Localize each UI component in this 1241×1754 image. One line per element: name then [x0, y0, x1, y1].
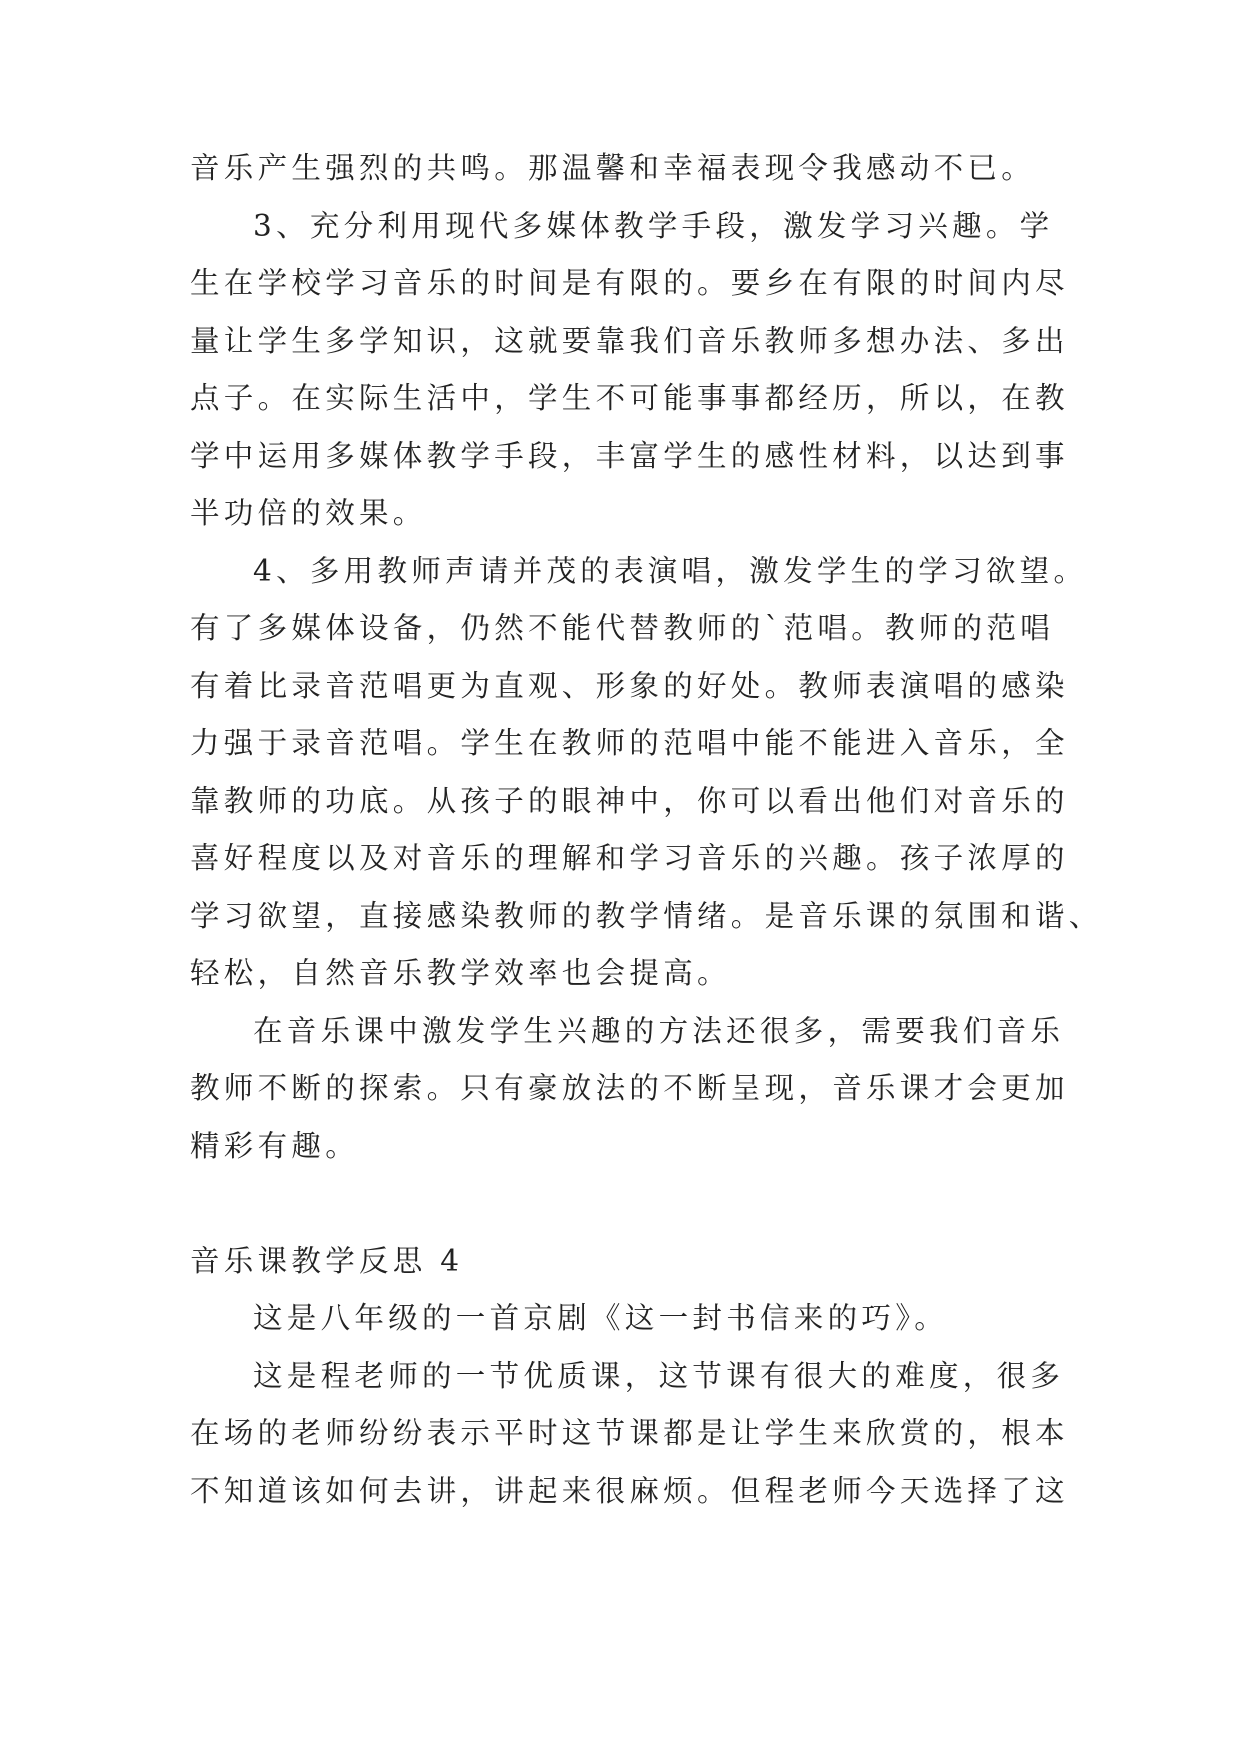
text-line: 有着比录音范唱更为直观、形象的好处。教师表演唱的感染 [190, 669, 1069, 703]
text-line: 精彩有趣。 [190, 1129, 360, 1163]
text-line: 轻松，自然音乐教学效率也会提高。 [190, 956, 731, 990]
text-line: 音乐产生强烈的共鸣。那温馨和幸福表现令我感动不已。 [190, 151, 1036, 185]
text-line: 教师不断的探索。只有豪放法的不断呈现，音乐课才会更加 [190, 1071, 1069, 1105]
paragraph-3-start: 3、充分利用现代多媒体教学手段，激发学习兴趣。学 [253, 209, 1054, 243]
text-line: 点子。在实际生活中，学生不可能事事都经历，所以，在教 [190, 381, 1069, 415]
section-heading: 音乐课教学反思 4 [190, 1244, 464, 1278]
text-line: 半功倍的效果。 [190, 496, 427, 530]
text-line: 学习欲望，直接感染教师的教学情绪。是音乐课的氛围和谐、 [190, 899, 1103, 933]
text-line: 生在学校学习音乐的时间是有限的。要乡在有限的时间内尽 [190, 266, 1069, 300]
paragraph-4-start: 4、多用教师声请并茂的表演唱，激发学生的学习欲望。 [253, 554, 1088, 588]
text-line: 不知道该如何去讲，讲起来很麻烦。但程老师今天选择了这 [190, 1474, 1069, 1508]
text-line: 学中运用多媒体教学手段，丰富学生的感性材料，以达到事 [190, 439, 1069, 473]
text-line: 力强于录音范唱。学生在教师的范唱中能不能进入音乐，全 [190, 726, 1069, 760]
text-line: 喜好程度以及对音乐的理解和学习音乐的兴趣。孩子浓厚的 [190, 841, 1069, 875]
text-line: 量让学生多学知识，这就要靠我们音乐教师多想办法、多出 [190, 324, 1069, 358]
text-line: 有了多媒体设备，仍然不能代替教师的`范唱。教师的范唱 [190, 611, 1055, 645]
paragraph-start: 这是程老师的一节优质课，这节课有很大的难度，很多 [253, 1359, 1065, 1393]
paragraph-start: 这是八年级的一首京剧《这一封书信来的巧》。 [253, 1301, 949, 1335]
paragraph-start: 在音乐课中激发学生兴趣的方法还很多，需要我们音乐 [253, 1014, 1065, 1048]
text-line: 靠教师的功底。从孩子的眼神中，你可以看出他们对音乐的 [190, 784, 1069, 818]
text-line: 在场的老师纷纷表示平时这节课都是让学生来欣赏的，根本 [190, 1416, 1069, 1450]
